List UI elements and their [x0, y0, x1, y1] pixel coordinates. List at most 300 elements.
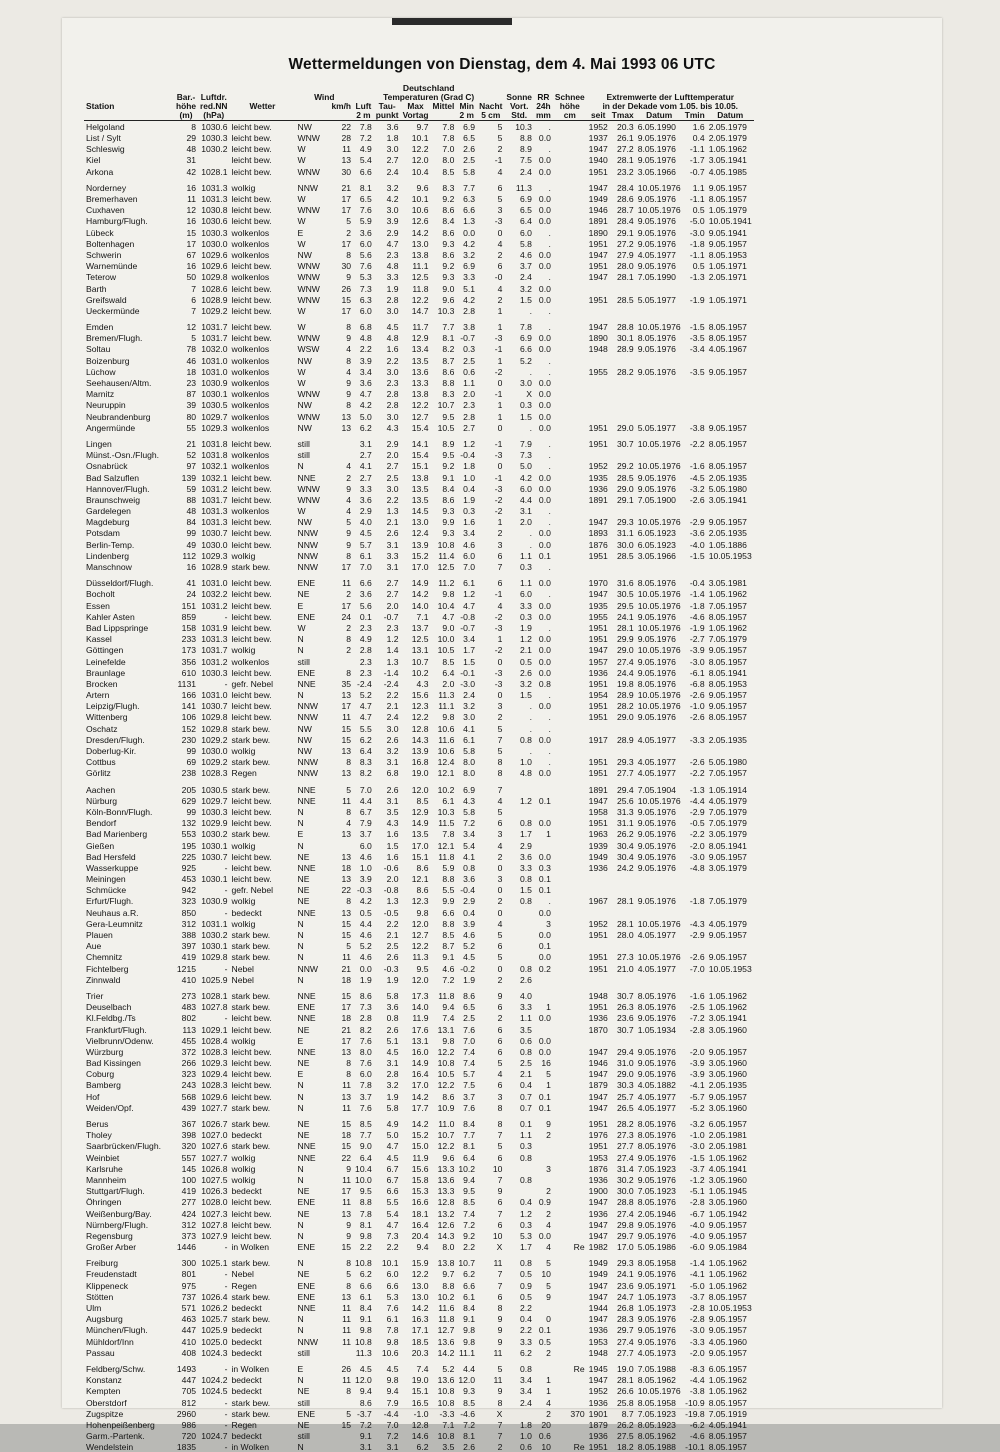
data-cell: 0.0: [538, 378, 551, 389]
data-cell: 1952: [588, 1386, 608, 1397]
data-cell: 27.4: [616, 1152, 634, 1163]
data-cell: 8.1: [359, 182, 372, 193]
data-cell: 12.5: [411, 272, 429, 283]
station-name-cell: Marnitz: [86, 389, 115, 400]
data-cell: [553, 588, 587, 599]
data-cell: NW: [297, 355, 312, 366]
data-cell: 7: [497, 784, 503, 795]
data-cell: 9: [497, 1325, 503, 1336]
data-cell: 6.3: [359, 294, 372, 305]
station-name-cell: Dresden/Flugh.: [86, 734, 145, 745]
data-cell: 10.5: [437, 422, 455, 433]
data-cell: 5: [497, 194, 503, 205]
station-name-cell: Oberstdorf: [86, 1397, 127, 1408]
data-cell: 5.1: [386, 1035, 399, 1046]
data-cell: [707, 745, 754, 756]
data-cell: 6.9: [463, 261, 476, 272]
data-cell: 7.2: [359, 1419, 372, 1430]
table-row: [84, 282, 754, 293]
data-cell: 1940: [588, 155, 608, 166]
data-cell: 1: [497, 517, 503, 528]
table-row: [84, 1046, 754, 1057]
station-name-cell: Konstanz: [86, 1375, 122, 1386]
data-cell: 0.8: [520, 1258, 532, 1269]
station-name-cell: Wendelstein: [86, 1442, 134, 1452]
data-cell: 13.5: [411, 494, 429, 505]
data-cell: 9: [346, 1230, 352, 1241]
data-cell: E: [297, 1069, 304, 1080]
data-cell: 1028.9: [201, 562, 228, 573]
data-cell: 2: [346, 472, 352, 483]
header-t-min: Min: [459, 101, 474, 112]
data-cell: 2.8: [359, 645, 372, 656]
data-cell: leicht bew.: [231, 483, 272, 494]
data-cell: 28.3: [616, 1314, 634, 1325]
data-cell: NE: [297, 589, 310, 600]
data-cell: 9.05.1976: [637, 133, 676, 144]
data-cell: 3.1: [359, 1442, 372, 1452]
data-cell: [553, 355, 587, 366]
data-cell: 4.4: [520, 494, 532, 505]
table-row: [84, 723, 754, 734]
data-cell: [198, 154, 229, 165]
table-row: [84, 120, 754, 132]
data-cell: 9: [497, 990, 503, 1001]
data-cell: 243: [181, 1080, 197, 1091]
table-row: [84, 1185, 754, 1196]
data-cell: [587, 305, 610, 316]
data-cell: 28.1: [616, 622, 634, 633]
data-cell: 11: [342, 1080, 352, 1091]
data-cell: 2.1: [520, 1069, 532, 1080]
data-cell: 0.0: [538, 344, 551, 355]
data-cell: 4.6: [359, 851, 372, 862]
data-cell: 3: [497, 829, 503, 840]
data-cell: 5.8: [386, 1102, 399, 1113]
data-cell: 2.2: [463, 1242, 476, 1253]
data-cell: 9.9: [442, 896, 455, 907]
data-cell: 1024.2: [201, 1375, 228, 1386]
header-rr2: 24h: [536, 101, 551, 112]
data-cell: 9.05.1957: [708, 851, 747, 862]
data-cell: 1945: [588, 1363, 608, 1374]
data-cell: 11.7: [412, 322, 429, 333]
data-cell: -1.4: [689, 1258, 705, 1269]
data-cell: 4.5: [386, 322, 399, 333]
data-cell: 1026.8: [201, 1163, 228, 1174]
header-schnee3: cm: [563, 109, 576, 120]
data-cell: [553, 282, 587, 293]
data-cell: 8.6: [463, 990, 476, 1001]
data-cell: 6: [497, 1080, 503, 1091]
data-cell: 1951: [588, 422, 608, 433]
data-cell: 4.2: [463, 294, 476, 305]
data-cell: [610, 907, 636, 918]
data-cell: wolkenlos: [231, 450, 270, 461]
data-cell: 8.05.1962: [637, 1431, 676, 1442]
data-cell: [553, 1207, 587, 1218]
data-cell: 30.7: [616, 438, 634, 449]
data-cell: 0.0: [538, 133, 551, 144]
table-row: [84, 193, 754, 204]
data-cell: 29.9: [616, 634, 634, 645]
data-cell: 3.9: [359, 874, 372, 885]
data-cell: 6.05.1923: [637, 528, 676, 539]
table-row: [84, 471, 754, 482]
station-name-cell: Erfurt/Flugh.: [86, 896, 134, 907]
data-cell: [707, 940, 754, 951]
data-cell: 7.3: [520, 450, 532, 461]
data-cell: -3.4: [689, 344, 705, 355]
data-cell: 0.0: [538, 216, 551, 227]
data-cell: [553, 1324, 587, 1335]
data-cell: 8: [497, 1303, 503, 1314]
data-cell: leicht bew.: [231, 589, 272, 600]
data-cell: 6: [497, 182, 503, 193]
data-cell: 8.05.1976: [637, 1141, 676, 1152]
data-cell: 7.8: [359, 1208, 372, 1219]
data-cell: 5.2: [442, 1363, 455, 1374]
data-cell: NNW: [297, 1336, 319, 1347]
data-cell: 11: [342, 578, 352, 589]
data-cell: 13.3: [437, 1186, 455, 1197]
data-cell: 50: [186, 272, 197, 283]
data-cell: gefr. Nebel: [231, 885, 274, 896]
data-cell: 2: [497, 974, 503, 985]
data-cell: still: [297, 1397, 310, 1408]
data-cell: 2.7: [386, 461, 399, 472]
data-cell: 9.05.1976: [637, 634, 676, 645]
data-cell: NE: [297, 1269, 310, 1280]
data-cell: wolkig: [231, 645, 256, 656]
data-cell: 10.05.1976: [637, 622, 681, 633]
table-row: [84, 963, 754, 974]
data-cell: 8.6: [416, 862, 429, 873]
data-cell: [553, 655, 587, 666]
data-cell: 6.5: [463, 133, 476, 144]
data-cell: 6.2: [463, 1269, 476, 1280]
station-name-cell: Tholey: [86, 1130, 112, 1141]
data-cell: 2: [546, 1186, 551, 1197]
table-row: [84, 1152, 754, 1163]
data-cell: 4.2: [359, 896, 372, 907]
data-cell: 1.05.1962: [708, 1375, 747, 1386]
data-cell: 5: [346, 517, 352, 528]
data-cell: [553, 1035, 587, 1046]
header-extrem: Extremwerte der Lufttemperatur: [606, 92, 734, 103]
data-cell: 112: [182, 550, 197, 561]
data-cell: 6.05.1957: [708, 1119, 747, 1130]
data-cell: .: [548, 182, 551, 193]
station-name-cell: Kempten: [86, 1386, 121, 1397]
data-cell: 3.05.1941: [708, 155, 747, 166]
data-cell: ENE: [297, 578, 316, 589]
data-cell: 4.05.1979: [708, 795, 747, 806]
header-e-datum2: Datum: [717, 109, 744, 120]
data-cell: [553, 422, 587, 433]
data-cell: [534, 974, 553, 985]
data-cell: 1.05.1962: [708, 144, 747, 155]
header-t-nacht2: 5 cm: [481, 109, 501, 120]
data-cell: [553, 1163, 587, 1174]
data-cell: [504, 1163, 534, 1174]
data-cell: -3.7: [356, 1408, 372, 1419]
data-cell: 13: [341, 829, 352, 840]
data-cell: 12.2: [437, 1046, 455, 1057]
data-cell: 4.5: [386, 1363, 399, 1374]
header-t-max: Max: [407, 101, 424, 112]
data-cell: 13: [341, 874, 352, 885]
data-cell: 1947: [588, 1280, 608, 1291]
data-cell: -1: [494, 344, 503, 355]
data-cell: 0.0: [538, 818, 551, 829]
data-cell: 737: [181, 1291, 197, 1302]
table-row: [84, 1313, 754, 1324]
data-cell: 3.3: [520, 600, 532, 611]
data-cell: WSW: [297, 344, 320, 355]
data-cell: 3: [546, 1163, 551, 1174]
data-cell: 27.2: [616, 144, 634, 155]
data-cell: 26.2: [616, 1419, 634, 1430]
table-row: [84, 227, 754, 238]
data-cell: 13.0: [411, 1291, 429, 1302]
data-cell: leicht bew.: [231, 472, 272, 483]
data-cell: 11.3: [412, 952, 429, 963]
data-cell: 9.05.1976: [637, 806, 676, 817]
data-cell: 4.4: [359, 918, 372, 929]
data-cell: 9.05.1957: [708, 1219, 747, 1230]
data-cell: 18: [341, 1013, 352, 1024]
data-cell: -2.6: [689, 690, 705, 701]
data-cell: 17.0: [411, 840, 429, 851]
data-cell: 0.4: [463, 483, 476, 494]
data-cell: [610, 561, 636, 572]
data-cell: 11.8: [438, 1314, 455, 1325]
station-name-cell: Öhringen: [86, 1197, 122, 1208]
data-cell: [707, 561, 754, 572]
data-cell: 22: [341, 885, 352, 896]
data-cell: 7: [497, 1174, 503, 1185]
data-cell: 2.4: [386, 166, 399, 177]
data-cell: [587, 745, 610, 756]
header-t-mittel: Mittel: [432, 101, 455, 112]
data-cell: 8.05.1976: [637, 1119, 676, 1130]
data-cell: -3.2: [689, 1119, 705, 1130]
header-spacer1: [84, 84, 174, 93]
data-cell: -3.0: [689, 1141, 705, 1152]
data-cell: [553, 505, 587, 516]
data-cell: 1.9: [520, 622, 532, 633]
data-cell: 8.6: [442, 205, 455, 216]
data-cell: [553, 305, 587, 316]
data-cell: 6.0: [463, 550, 476, 561]
table-row: [84, 411, 754, 422]
table-row: [84, 974, 754, 985]
data-cell: NE: [297, 1208, 310, 1219]
data-cell: 3.05.1981: [708, 578, 747, 589]
data-cell: 13: [341, 746, 352, 757]
data-cell: 3.3: [520, 862, 532, 873]
data-cell: 5: [546, 1258, 551, 1269]
data-cell: 10.2: [437, 1291, 455, 1302]
data-cell: [707, 377, 754, 388]
data-cell: 1493: [176, 1363, 197, 1374]
data-cell: 28.9: [616, 690, 634, 701]
data-cell: -1.5: [689, 550, 705, 561]
data-cell: 145: [181, 1163, 197, 1174]
station-name-cell: Göttingen: [86, 645, 124, 656]
data-cell: still: [297, 438, 310, 449]
data-cell: 439: [181, 1102, 197, 1113]
data-cell: 9.4: [442, 1002, 455, 1013]
data-cell: 6: [497, 1024, 503, 1035]
data-cell: 9.1: [359, 1431, 372, 1442]
header-e-datum: Datum: [646, 109, 673, 120]
data-cell: 28.1: [616, 155, 634, 166]
data-cell: 0: [497, 885, 503, 896]
data-cell: 1031.1: [201, 918, 228, 929]
data-cell: 0.0: [538, 701, 551, 712]
data-cell: [553, 1012, 587, 1023]
data-cell: 2.3: [386, 249, 399, 260]
data-cell: 12.2: [411, 1269, 429, 1280]
station-name-cell: Lindenberg: [86, 550, 130, 561]
data-cell: 7.3: [359, 283, 372, 294]
data-cell: 27.2: [616, 238, 634, 249]
data-cell: 1030.3: [201, 227, 228, 238]
data-cell: 0: [497, 963, 503, 974]
data-cell: W: [297, 322, 306, 333]
data-cell: 7.05.1923: [637, 1186, 676, 1197]
data-cell: 8.5: [463, 1197, 476, 1208]
data-cell: 4.5: [359, 528, 372, 539]
data-cell: 7.9: [386, 1397, 399, 1408]
data-cell: Regen: [231, 1419, 257, 1430]
data-cell: 0.0: [538, 611, 551, 622]
data-cell: 0.8: [520, 818, 532, 829]
table-row: [84, 839, 754, 850]
data-cell: 1951: [588, 1119, 608, 1130]
header-station-blank: [84, 111, 174, 120]
data-cell: 1.0: [520, 1431, 532, 1442]
data-cell: 9: [497, 1386, 503, 1397]
data-cell: -3.7: [689, 1291, 705, 1302]
data-cell: -19.8: [685, 1408, 705, 1419]
data-cell: 7.05.1957: [708, 600, 747, 611]
data-cell: 22: [341, 1152, 352, 1163]
table-row: [84, 1396, 754, 1407]
data-cell: 15.6: [411, 1163, 429, 1174]
data-cell: [587, 355, 610, 366]
data-cell: N: [297, 818, 304, 829]
data-cell: 397: [181, 941, 197, 952]
data-cell: 1.7: [463, 645, 476, 656]
data-cell: 10.05.1941: [708, 216, 752, 227]
data-cell: 12.6: [437, 1219, 455, 1230]
data-cell: [636, 282, 683, 293]
data-cell: 0.4: [520, 1314, 532, 1325]
data-cell: 16: [186, 182, 197, 193]
data-cell: 10.05.1953: [708, 550, 752, 561]
data-cell: 2.0: [520, 517, 532, 528]
station-name-cell: Deuselbach: [86, 1002, 132, 1013]
data-cell: 8: [346, 667, 352, 678]
data-cell: 28.5: [616, 550, 634, 561]
data-cell: 2.1: [386, 930, 399, 941]
data-cell: 3.6: [359, 227, 372, 238]
data-cell: 1029.6: [201, 249, 228, 260]
data-cell: ENE: [297, 667, 316, 678]
data-cell: [553, 1102, 587, 1113]
data-cell: -: [224, 1280, 228, 1291]
data-cell: 1031.3: [201, 182, 228, 193]
data-cell: 0.5: [692, 205, 705, 216]
data-cell: WNW: [297, 294, 320, 305]
data-cell: W: [297, 216, 306, 227]
data-cell: W: [297, 144, 306, 155]
data-cell: 4.05.1977: [637, 734, 676, 745]
data-cell: [587, 940, 610, 951]
data-cell: 3.8: [463, 322, 476, 333]
data-cell: 16.8: [411, 757, 429, 768]
data-cell: 6.9: [520, 194, 532, 205]
data-cell: 29.4: [616, 1046, 634, 1057]
data-cell: 2.05.1979: [708, 133, 747, 144]
data-cell: 7.7: [463, 182, 476, 193]
data-cell: 1936: [588, 1013, 608, 1024]
data-cell: [553, 271, 587, 282]
data-cell: 1.1: [463, 378, 476, 389]
data-cell: 29.7: [616, 1230, 634, 1241]
data-cell: 30.5: [616, 589, 634, 600]
data-cell: 11.1: [412, 261, 429, 272]
data-cell: 5.4: [463, 840, 476, 851]
data-cell: 8.0: [463, 768, 476, 779]
data-cell: 1030.7: [201, 851, 228, 862]
data-cell: wolkenlos: [231, 344, 270, 355]
data-cell: -4.1: [689, 1080, 705, 1091]
data-cell: 7.9: [359, 818, 372, 829]
data-cell: 1031.7: [201, 322, 228, 333]
data-cell: 1026.4: [201, 1291, 228, 1302]
data-cell: 10.3: [515, 121, 532, 132]
data-cell: -3.3: [439, 1408, 455, 1419]
table-row: [84, 388, 754, 399]
table-row: [84, 655, 754, 666]
station-name-cell: Münst.-Osn./Flugh.: [86, 450, 160, 461]
data-cell: 10.0: [437, 634, 455, 645]
data-cell: 1.05.1971: [708, 261, 747, 272]
data-cell: 6.6: [386, 1280, 399, 1291]
data-cell: 4: [497, 283, 503, 294]
data-cell: 8.05.1957: [708, 438, 747, 449]
data-cell: 3.3: [386, 272, 399, 283]
data-cell: 10.9: [437, 1102, 455, 1113]
data-cell: [553, 516, 587, 527]
data-cell: 16.4: [411, 1069, 429, 1080]
data-cell: 942: [181, 885, 197, 896]
data-cell: 14.2: [411, 589, 429, 600]
data-cell: W: [297, 194, 306, 205]
data-cell: 6.4: [359, 1152, 372, 1163]
header-e-tmax: Tmax: [611, 109, 634, 120]
table-row: [84, 154, 754, 165]
data-cell: [610, 974, 636, 985]
data-cell: 13.0: [411, 1280, 429, 1291]
data-cell: 9.05.1976: [637, 261, 676, 272]
data-cell: 3.05.1960: [708, 1197, 747, 1208]
data-cell: 8.2: [359, 1024, 372, 1035]
